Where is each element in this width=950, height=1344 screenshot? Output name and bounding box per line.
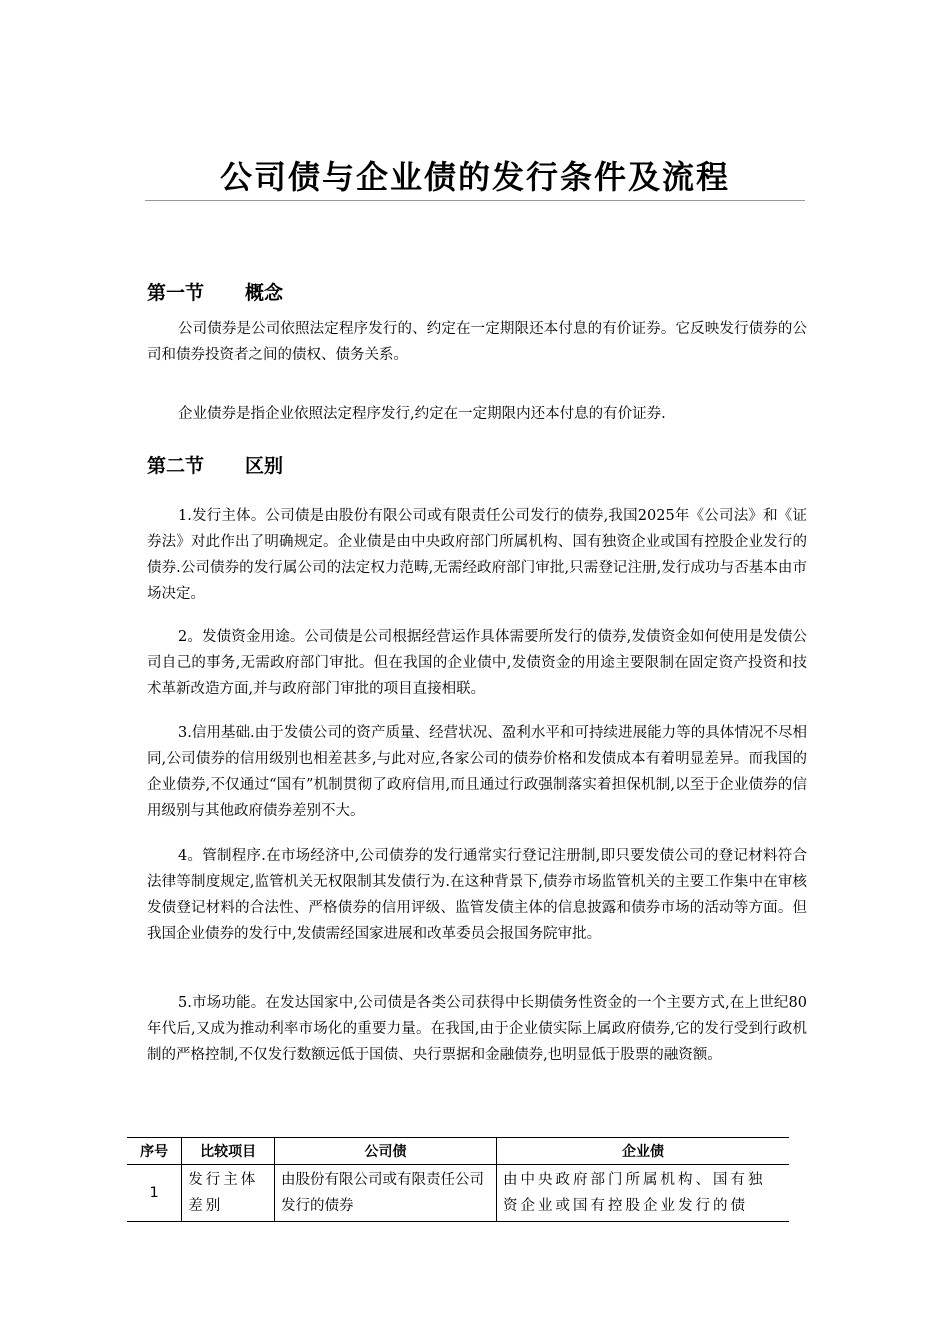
- document-title: 公司债与企业债的发行条件及流程: [219, 158, 730, 196]
- paragraph-company-bond-definition: 公司债券是公司依照法定程序发行的、约定在一定期限还本付息的有价证券。它反映发行债券的公司和债券投资者之间的债权、债务关系。: [147, 321, 807, 363]
- section-number: 第一节: [147, 282, 205, 304]
- paragraph-regulation: 4。管制程序.在市场经济中,公司债券的发行通常实行登记注册制,即只要发债公司的登记材料符合法律等制度规定,监管机关无权限制其发债行为.在这种背景下,债券市场监管机关的主要工作集中在审核发债登记材料的合法性、严格债券的信用评级、监管发债主体的信息披露和债券市场的活动等方面。但我国企业债券的发行中,发债需经国家进展和改革委员会报国务院审批。: [147, 848, 807, 942]
- section-name: 区别: [245, 455, 284, 477]
- column-header: 公司债: [275, 1138, 497, 1165]
- table-row: [127, 1165, 789, 1222]
- comparison-table: [127, 1137, 789, 1222]
- section-name: 概念: [245, 282, 284, 304]
- title-divider: [145, 200, 805, 201]
- row-number: 1: [127, 1165, 182, 1222]
- section-number: 第二节: [147, 455, 205, 477]
- table-cell: 发行主体差别: [182, 1165, 275, 1222]
- section-heading-2: [147, 451, 283, 478]
- section-heading-1: [147, 278, 283, 305]
- table-header-row: [127, 1138, 789, 1165]
- table-cell: 由中央政府部门所属机构、国有独资企业或国有控股企业发行的债: [497, 1165, 789, 1222]
- paragraph-issuer: 1.发行主体。公司债是由股份有限公司或有限责任公司发行的债券,我国2025年《公司法》和《证券法》对此作出了明确规定。企业债是由中央政府部门所属机构、国有独资企业或国有控股企业发行的债券.公司债券的发行属公司的法定权力范畴,无需经政府部门审批,只需登记注册,发行成功与否基本由市场决定。: [147, 508, 807, 602]
- column-header: 序号: [127, 1138, 182, 1165]
- paragraph-credit-basis: 3.信用基础.由于发债公司的资产质量、经营状况、盈利水平和可持续进展能力等的具体情况不尽相同,公司债券的信用级别也相差甚多,与此对应,各家公司的债券价格和发债成本有着明显差异。而我国的企业债券,不仅通过“国有”机制贯彻了政府信用,而且通过行政强制落实着担保机制,以至于企业债券的信用级别与其他政府债券差别不大。: [147, 725, 807, 819]
- paragraph-enterprise-bond-definition: 企业债券是指企业依照法定程序发行,约定在一定期限内还本付息的有价证券.: [178, 406, 666, 422]
- column-header: 企业债: [497, 1138, 789, 1165]
- table-cell: 由股份有限公司或有限责任公司发行的债券: [275, 1165, 497, 1222]
- paragraph-market-function: 5.市场功能。在发达国家中,公司债是各类公司获得中长期债务性资金的一个主要方式,在上世纪80年代后,又成为推动利率市场化的重要力量。在我国,由于企业债实际上属政府债券,它的发行受到行政机制的严格控制,不仅发行数额远低于国债、央行票据和金融债券,也明显低于股票的融资额。: [147, 995, 807, 1063]
- paragraph-fund-use: 2。发债资金用途。公司债是公司根据经营运作具体需要所发行的债券,发债资金如何使用是发债公司自己的事务,无需政府部门审批。但在我国的企业债中,发债资金的用途主要限制在固定资产投资和技术革新改造方面,并与政府部门审批的项目直接相联。: [147, 629, 807, 697]
- column-header: 比较项目: [182, 1138, 275, 1165]
